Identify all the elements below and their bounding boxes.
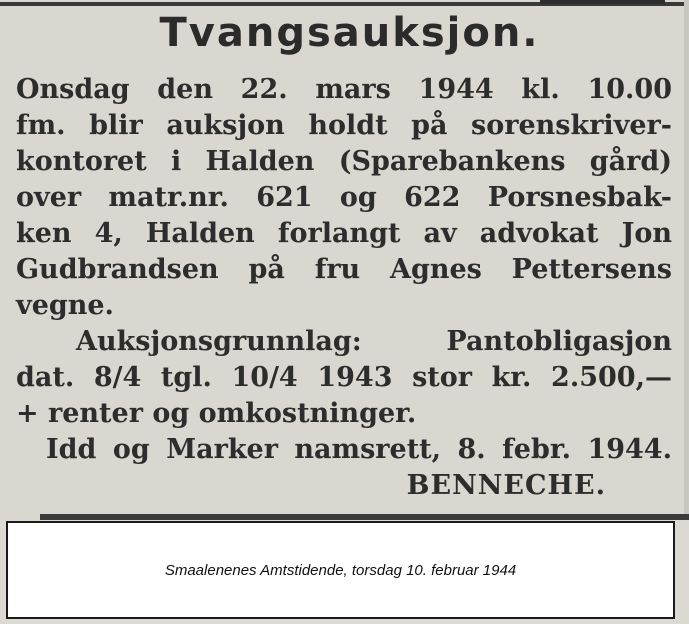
notice-line: kontoret i Halden (Sparebankens gård) (16, 146, 672, 177)
clipping-edge (684, 0, 689, 520)
notice-line: ken 4, Halden forlangt av advokat Jon (16, 218, 672, 249)
notice-line: Idd og Marker namsrett, 8. febr. 1944. (46, 434, 672, 465)
notice-line: over matr.nr. 621 og 622 Porsnesbak- (16, 182, 672, 213)
notice-line: fm. blir auksjon holdt på sorenskriver- (16, 110, 672, 141)
caption-text: Smaalenenes Amtstidende, torsdag 10. februar 1944 (164, 561, 517, 579)
bottom-rule (40, 514, 689, 520)
top-rule-segment (540, 0, 665, 4)
notice-line: vegne. (16, 290, 114, 321)
notice-heading: Tvangsauksjon. (159, 10, 540, 56)
caption-box (6, 521, 675, 619)
notice-line: dat. 8/4 tgl. 10/4 1943 stor kr. 2.500,— (16, 362, 672, 393)
notice-line: Gudbrandsen på fru Agnes Pettersens (16, 254, 672, 285)
notice-line: Onsdag den 22. mars 1944 kl. 10.00 (16, 74, 672, 105)
notice-line: + renter og omkostninger. (16, 398, 417, 429)
notice-body (16, 72, 672, 504)
notice-line: Auksjonsgrunnlag: Pantobligasjon (76, 326, 672, 357)
notice-signature: BENNECHE. (406, 470, 606, 501)
